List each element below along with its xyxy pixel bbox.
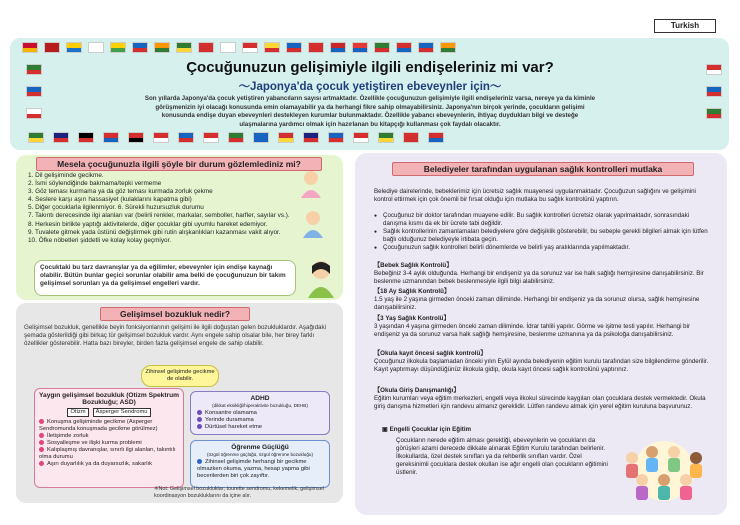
flag-icon xyxy=(264,42,280,53)
autism-tag: Otizm xyxy=(67,408,88,417)
observation-header: Mesela çocuğunuzla ilgili şöyle bir durum gözlemlediniz mi? xyxy=(36,157,322,171)
health-bullets xyxy=(374,212,712,252)
flag-icon xyxy=(440,42,456,53)
infant-check-section xyxy=(374,262,712,286)
mother-illustration-icon xyxy=(304,258,338,298)
asperger-tag: Asperger Sendromu xyxy=(93,408,151,417)
list-item: 1. Dil gelişiminde gecikme. xyxy=(28,172,104,179)
ld-subtitle: (özgül öğrenme güçlüğü, özgül öğrenme bozukluğu) xyxy=(207,452,313,457)
intro-text: Son yıllarda Japonya'da çocuk yetiştiren yabancıların sayısı artmaktadır. Özellikle çocuğunuzun gelişimiyle ilgili endişeleriniz varsa, nereye ya da kiminle görüşmenizin iyi olacağı konusunda emin olamayabilir ya da herhangi fikre sahip olmayabilirsiniz. Japonya'nın birçok yerinde, çocukların gelişimi konusunda endişe duyan ebeveynleri destekleyen kurumlar bulunmaktadır. Özellikle yabancı ebeveynlerin, ihtiyaç duydukları bilgi ve desteğe ulaşmalarına yardımcı olmak için hazırlanan bu kitapçığı kullanması çok faydalı olacaktır. xyxy=(144,95,596,128)
18-month-check-section xyxy=(374,288,712,312)
adhd-title: ADHD xyxy=(250,395,270,402)
flag-row-top xyxy=(22,42,456,53)
list-item: Zihinsel gelişimde herhangi bir gecikme olmazken okuma, yazma, hesap yapma gibi becerilerden biri çok zayıftır. xyxy=(197,459,310,480)
ld-title: Öğrenme Güçlüğü xyxy=(231,444,289,451)
list-item: Konsantre olamama xyxy=(197,410,323,417)
flag-icon xyxy=(418,42,434,53)
list-item: Sosyalleşme ve ilişki kurma problemi xyxy=(39,440,179,447)
flag-icon xyxy=(286,42,302,53)
learning-disability-box xyxy=(190,440,330,488)
observation-list xyxy=(28,172,293,245)
section-heading: 【Okula Giriş Danışmanlığı】 xyxy=(374,387,460,394)
section-body: Eğitim kurumları veya eğitim merkezleri, engelli veya ilkokul sürecinde kaygıları olan çocuklara destek vermektedir. Okula giriş danışma hizmetleri için randevu almanız gereklidir. Lütfen randevu almak için yerel eğitim kuruluna başvurunuz. xyxy=(374,395,706,410)
flag-icon xyxy=(66,42,82,53)
section-heading: 【18 Ay Sağlık Kontrolü】 xyxy=(374,288,451,295)
list-item: 4. Seslere karşı aşırı hassasiyet (kulaklarını kapatma gibi) xyxy=(28,196,192,204)
flag-icon xyxy=(352,42,368,53)
dev-header: Gelişimsel bozukluk nedir? xyxy=(100,307,250,321)
adhd-box xyxy=(190,391,330,435)
special-education-section xyxy=(382,426,614,477)
flag-col-right xyxy=(706,64,722,119)
list-item: Dürtüsel hareket etme xyxy=(197,424,323,431)
flag-icon xyxy=(154,42,170,53)
adhd-subtitle: (dikkat eksikliği/hiperaktivite bozukluğu, DEHB) xyxy=(212,403,308,408)
dev-note: ※Not: Gelişimsel bozukluklar; tourette sendromu, kekemelik, gelişimsel koordinasyon bozukluklarını da içine alır. xyxy=(154,486,324,499)
section-body: 3 yaşından 4 yaşına girmeden önceki zaman diliminde. İdrar tahlili yapılır. Görme ve işitme testi yapılır. Herhangi bir endişeniz ya da sorunuz varsa halk sağlığı hemşiresine, beslenme uzmanına ya da psikoloğa danışabilirsiniz. xyxy=(374,323,691,338)
page-title: Çocuğunuzun gelişimiyle ilgili endişeleriniz mi var? xyxy=(186,59,554,76)
section-body: Çocuğunuz ilkokula başlamadan önceki yılın Eylül ayında belediyenin eğitim kurulu tarafından size bilgilendirme gönderilir. Kayıt yaptırmayı düşündüğünüz ilkokula gidip, okula kayıt öncesi sağlık kontrolünü yaptırınız. xyxy=(374,358,709,373)
list-item: Aşırı duyarlılık ya da duyarsızlık, sakarlık xyxy=(39,461,179,468)
flag-icon xyxy=(308,42,324,53)
flag-icon xyxy=(88,42,104,53)
health-header: Belediyeler tarafından uygulanan sağlık kontrolleri mutlaka xyxy=(392,162,694,176)
flag-row-bottom xyxy=(28,132,444,143)
flag-icon xyxy=(176,42,192,53)
section-heading: 【Bebek Sağlık Kontrolü】 xyxy=(374,262,453,269)
flag-icon xyxy=(22,42,38,53)
list-item: 7. Takıntı derecesinde ilgi alanları var (belirli renkler, markalar, semboller, harfler, sayılar vs.). xyxy=(28,212,290,220)
asd-title: Yaygın gelişimsel bozukluk (Otizm Spektrum Bozukluğu; ASD) xyxy=(39,392,179,406)
section-body: 1.5 yaş ile 2 yaşına girmeden önceki zaman diliminde. Herhangi bir endişeniz ya da sorunuz olursa, sağlık hemşiresine danışabilirsiniz. xyxy=(374,296,700,311)
section-heading: 【3 Yaş Sağlık Kontrolü】 xyxy=(374,315,450,322)
list-item: 2. İsmi söylendiğinde bakmama/tepki vermeme xyxy=(28,180,162,188)
flag-col-left xyxy=(26,64,42,119)
list-item: ● Çocuğunuz bir doktor tarafından muayene edilir. Bu sağlık kontrolleri ücretsiz olarak yapılmaktadır, sonrasındaki danışma kısmı da ek bir ücrete tabi değildir. xyxy=(374,212,712,228)
language-label: Turkish xyxy=(654,19,716,33)
flag-icon xyxy=(374,42,390,53)
list-item: ● Çocuğunuzun sağlık kontrolleri belirli dönemlerde ve belirli yaş aralıklarında yapılmaktadır. xyxy=(374,244,712,252)
flag-icon xyxy=(220,42,236,53)
children-group-illustration xyxy=(612,436,716,506)
concern-bubble: Çocuktaki bu tarz davranışlar ya da eğilimler, ebeveynler için endişe kaynağı olabilir. Bütün bunlar geçici sorunlar olabilir ama belki de çocuğunuzun bir takım gelişimsel sorunları ya da gelişimsel engelleri vardır. xyxy=(34,260,296,296)
list-item: 3. Göz teması kurmama ya da göz teması kurmada zorluk çekme xyxy=(28,188,213,196)
child-illustration-icon xyxy=(296,168,326,198)
square-bullet-icon: ▣ xyxy=(382,426,390,433)
list-item: ● Sağlık kontrollerinin zamanlamaları belediyelere göre değişiklik gösterebilir, bu sebeple gerekli bilgileri almak için lütfen bağlı olduğunuz belediyeyle irtibata geçin. xyxy=(374,228,712,244)
flag-icon xyxy=(198,42,214,53)
intellectual-delay-label: Zihinsel gelişimde gecikme de olabilir. xyxy=(141,365,219,387)
list-item: 5. Diğer çocuklarla ilgilenmiyor. 6. Sürekli huzursuzluk durumu xyxy=(28,204,204,212)
child-illustration-icon xyxy=(298,208,328,238)
asd-box xyxy=(34,388,184,488)
dev-description: Gelişimsel bozukluk, genellikle beyin fonksiyonlarının gelişimi ile ilgili doğuştan gelen bozukluklardır. Aşağıdaki şemada gösterildiği gibi birkaç tür gelişimsel bozukluk vardır. Aynı engele sahip olsalar bile, her birey farklı özellikler gösterebilir. Hatta bazı bireyler, birden fazla gelişimsel engele de sahip olabilir. xyxy=(24,324,326,347)
school-entry-counseling-section xyxy=(374,387,712,411)
list-item: Yerinde duramama xyxy=(197,417,323,424)
flag-icon xyxy=(110,42,126,53)
flag-icon xyxy=(330,42,346,53)
list-item: Konuşma gelişiminde gecikme (Asperger Sendromunda konuşmada gecikme görülmez) xyxy=(39,419,158,433)
3-year-check-section xyxy=(374,315,712,339)
list-item: 8. Herkesin birlikte yaptığı aktivitelerde, diğer çocuklar gibi uyumlu hareket edemiyor. xyxy=(28,220,268,228)
preschool-check-section xyxy=(374,350,712,374)
list-item: 10. Öfke nöbetleri şiddetli ve kolay kolay geçmiyor. xyxy=(28,236,172,244)
flag-icon xyxy=(396,42,412,53)
section-body: Bebeğiniz 3-4 aylık olduğunda. Herhangi bir endişeniz ya da sorunuz var ise halk sağlığı hemşiresine danışabilirsiniz. Bir beslenme uzmanından bebek beslenmesiyle ilgili bilgi alabilirsiniz. xyxy=(374,270,704,285)
flag-icon xyxy=(44,42,60,53)
list-item: 9. Tuvalete gitmek yada üstünü değiştirmek gibi rutin alışkanlıkları kazanması vakit alıyor. xyxy=(28,228,281,236)
list-item: Kalıplaşmış davranışlar, sınırlı ilgi alanları, takıntılı olma durumu xyxy=(39,447,176,461)
section-body: Çocukların nerede eğitim alması gerektiği, ebeveynlerin ve çocukların da görüşleri azami derecede dikkate alınarak Eğitim Kurulu tarafından belirlenir. İlkokullarda, özel destek sınıfları ya da rehberlik sınıfları vardır. Özel gereksinimli çocuklara destek okulları ise ağır engelli olan çocukların eğitimini üstlenir. xyxy=(396,437,608,476)
flag-icon xyxy=(242,42,258,53)
flag-icon xyxy=(132,42,148,53)
section-heading: 【Okula kayıt öncesi sağlık kontrolü】 xyxy=(374,350,487,357)
list-item: İletişimde zorluk xyxy=(39,433,179,440)
page-subtitle: 〜Japonya'da çocuk yetiştiren ebeveynler için〜 xyxy=(238,81,502,93)
health-intro: Belediye dairelerinde, bebeklerimiz için ücretsiz sağlık muayenesi uygulanmaktadır. Çocuğuzun sağlığını ve gelişimini kontrol ettirmek için çok önemli bir fırsat olduğu için mutlaka bu sağlık kontrolünü yaptırın. xyxy=(374,188,696,203)
section-heading: ▣ Engelli Çocuklar için Eğitim xyxy=(382,426,472,433)
